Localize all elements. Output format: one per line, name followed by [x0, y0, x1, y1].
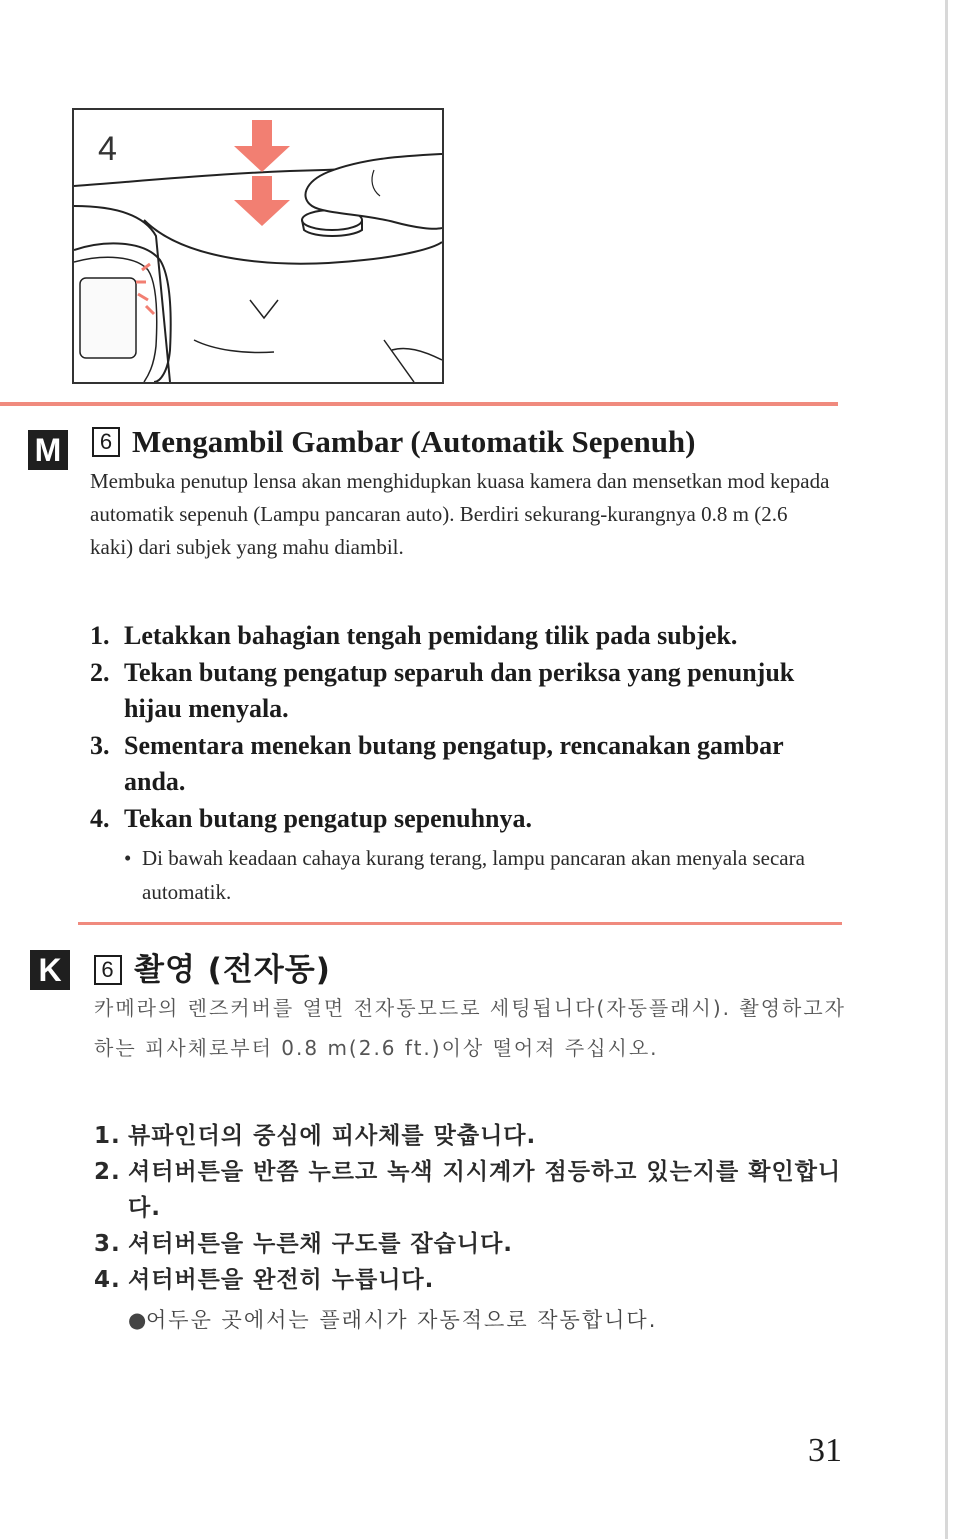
step-box-k: 6 [94, 955, 122, 985]
note-text-k: 어두운 곳에서는 플래시가 자동적으로 작동합니다. [146, 1308, 658, 1332]
step-text: 셔터버튼을 완전히 누릅니다. [128, 1267, 435, 1293]
section-divider-m [0, 402, 838, 406]
steps-list-k [94, 1118, 854, 1338]
note-text-m: Di bawah keadaan cahaya kurang terang, lampu pancaran akan menyala secara automatik. [142, 846, 805, 904]
camera-body-curve [144, 220, 442, 264]
bullet-icon: • [124, 846, 132, 870]
page-number: 31 [808, 1432, 842, 1469]
camera-lower-line [194, 340, 274, 353]
step-text: Letakkan bahagian tengah pemidang tilik pada subjek. [124, 621, 738, 650]
step-item-k-2 [94, 1154, 854, 1226]
camera-illustration [72, 108, 444, 384]
indicator-lamp-glow [136, 264, 154, 314]
step-text: Sementara menekan butang pengatup, rencanakan gambar anda. [124, 731, 784, 796]
step-text: 셔터버튼을 누른채 구도를 잡습니다. [128, 1231, 514, 1257]
step-text: 셔터버튼을 반쯤 누르고 녹색 지시계가 점등하고 있는지를 확인합니다. [128, 1159, 842, 1221]
section-title-text-m: Mengambil Gambar (Automatik Sepenuh) [132, 424, 696, 459]
step-box-m: 6 [92, 427, 120, 457]
note-k [128, 1302, 854, 1338]
step-item-m-4 [90, 801, 850, 909]
language-badge-m: M [28, 430, 68, 470]
camera-detail [250, 300, 278, 318]
step-number: 3. [94, 1231, 121, 1257]
step-text: 뷰파인더의 중심에 피사체를 맞춥니다. [128, 1123, 537, 1149]
language-badge-k: K [30, 950, 70, 990]
steps-list-m [90, 618, 850, 910]
page-edge [945, 0, 948, 1539]
step-item-k-1 [94, 1118, 854, 1154]
step-number: 4. [90, 804, 110, 833]
camera-shutter-press-drawing [74, 110, 442, 382]
intro-paragraph-k: 카메라의 렌즈커버를 열면 전자동모드로 세팅됩니다(자동플래시). 촬영하고자 하는 피사체로부터 0.8 m(2.6 ft.)이상 떨어져 주십시오. [94, 996, 846, 1060]
section-title-k [94, 944, 331, 989]
step-item-m-1 [90, 618, 850, 654]
step-item-m-3 [90, 728, 850, 800]
viewfinder-window [80, 278, 136, 358]
step-item-m-2 [90, 655, 850, 727]
section-title-text-k: 촬영 (전자동) [134, 952, 331, 988]
step-text: Tekan butang pengatup sepenuhnya. [124, 804, 532, 833]
camera-grip-line [392, 348, 442, 360]
step-number: 4. [94, 1267, 121, 1293]
note-m [124, 841, 850, 909]
step-number: 2. [94, 1159, 121, 1185]
step-text: Tekan butang pengatup separuh dan periksa yang penunjuk hijau menyala. [124, 658, 795, 723]
section-title-m [92, 424, 696, 460]
step-number: 3. [90, 731, 110, 760]
camera-lower-edge [384, 340, 414, 382]
step-item-k-3 [94, 1226, 854, 1262]
bullet-icon: ● [128, 1308, 149, 1332]
step-item-k-4 [94, 1262, 854, 1338]
step-number: 2. [90, 658, 110, 687]
step-number: 1. [90, 621, 110, 650]
intro-paragraph-m: Membuka penutup lensa akan menghidupkan kuasa kamera dan mensetkan mod kepada automatik sepenuh (Lampu pancaran auto). Berdiri sekurang-kurangnya 0.8 m (2.6 kaki) dari subjek yang mahu diambil. [90, 469, 830, 559]
figure-step-number: 4 [98, 130, 117, 168]
section-divider-k [78, 922, 842, 925]
step-number: 1. [94, 1123, 121, 1149]
